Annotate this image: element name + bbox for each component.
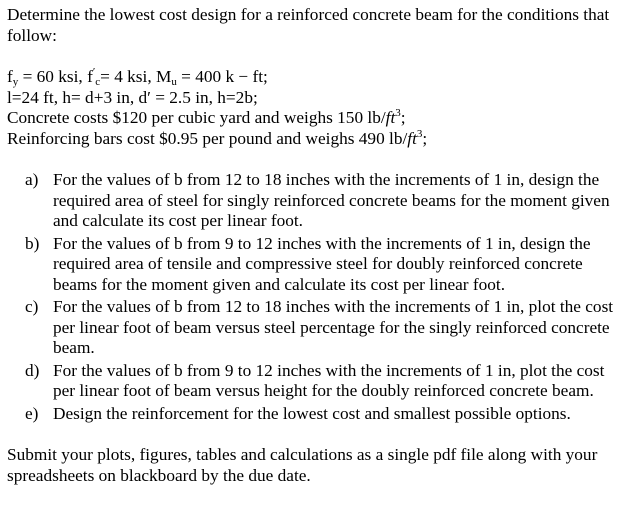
concrete-unit: ft [385, 108, 396, 127]
given-line-materials [7, 67, 617, 88]
task-marker: b) [25, 233, 40, 253]
task-marker: e) [25, 403, 39, 423]
fy-symbol: f [7, 67, 13, 86]
given-line-geometry: l=24 ft, h= d+3 in, d′ = 2.5 in, h=2b; [7, 87, 258, 107]
steel-unit: ft [407, 128, 417, 148]
mu-value: = 400 k − ft; [176, 67, 268, 86]
task-item [7, 361, 617, 402]
given-conditions [7, 67, 617, 149]
task-marker: d) [25, 360, 40, 380]
submission-instructions: Submit your plots, figures, tables and calculations as a single pdf file along with your spreadsheets on blackboard by the due date. [7, 445, 598, 485]
steel-cost-text: Reinforcing bars cost $0.95 per pound and weighs 490 lb/ [7, 128, 408, 148]
fc-prime: ′ [92, 66, 96, 78]
task-text: For the values of b from 12 to 18 inches with the increments of 1 in, plot the cost per linear foot of beam versus steel percentage for the singly reinforced concrete beam. [53, 297, 614, 357]
fc-value: = 4 ksi, [100, 67, 156, 86]
task-text: For the values of b from 12 to 18 inches with the increments of 1 in, design the required area of steel for singly reinforced concrete beams for the moment given and calculate its cost per linear foot. [53, 170, 610, 230]
concrete-cost-text: Concrete costs $120 per cubic yard and weighs 150 lb/ [7, 108, 386, 127]
task-list [7, 170, 617, 424]
task-marker: c) [25, 297, 39, 316]
task-text: For the values of b from 9 to 12 inches with the increments of 1 in, design the required area of tensile and compressive steel for doubly reinforced concrete beams for the moment given and calculate its cost per linear foot. [53, 233, 591, 294]
task-text: For the values of b from 9 to 12 inches with the increments of 1 in, plot the cost per linear foot of beam versus height for the doubly reinforced concrete beam. [53, 360, 605, 400]
steel-line-end: ; [422, 128, 428, 148]
given-line-steel-cost [7, 129, 617, 150]
fy-subscript: y [12, 76, 19, 88]
mu-symbol: M [155, 67, 172, 86]
task-item [7, 234, 617, 296]
fy-value: = 60 ksi, [18, 67, 88, 86]
task-item [7, 170, 617, 232]
task-marker: a) [25, 170, 39, 189]
task-item [7, 404, 617, 425]
fc-subscript: c [95, 76, 101, 88]
given-line-concrete-cost [7, 108, 617, 129]
intro-paragraph: Determine the lowest cost design for a reinforced concrete beam for the conditions that follow: [7, 5, 610, 45]
mu-subscript: u [171, 76, 177, 88]
fc-symbol: f [87, 67, 93, 86]
task-text: Design the reinforcement for the lowest cost and smallest possible options. [53, 403, 571, 423]
steel-unit-exponent: 3 [416, 127, 423, 140]
task-item [7, 297, 617, 359]
document-page [7, 5, 617, 486]
concrete-unit-exponent: 3 [395, 107, 401, 119]
concrete-line-end: ; [400, 108, 406, 127]
